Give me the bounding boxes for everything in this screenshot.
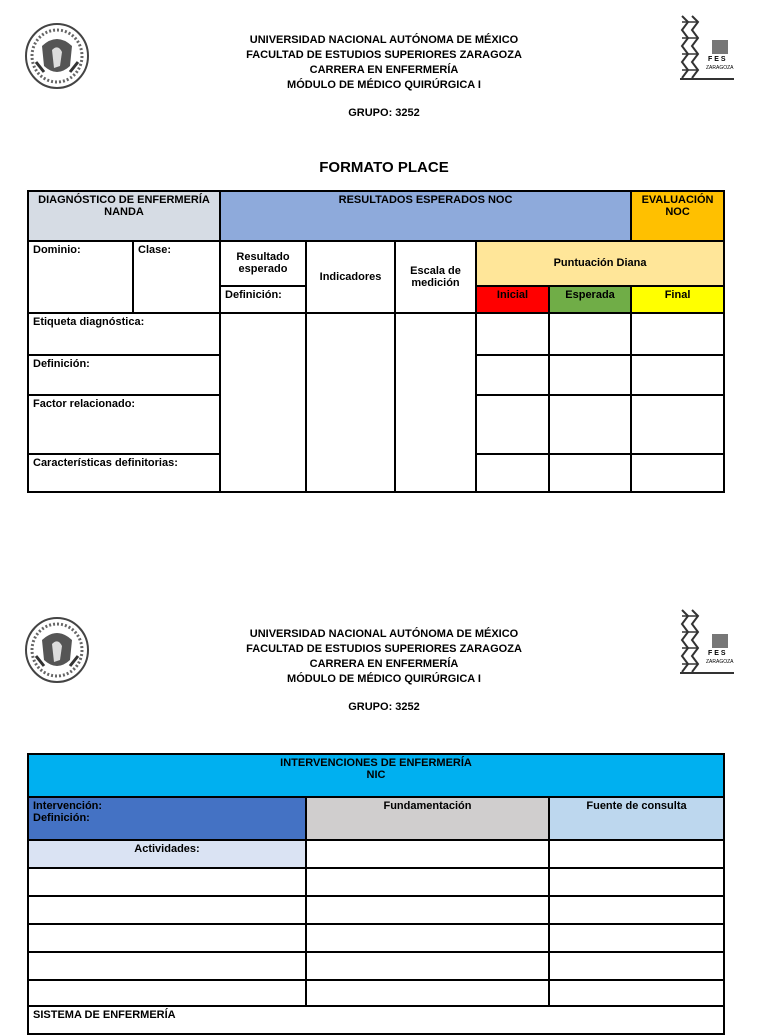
- definicion-label: Definición:: [33, 812, 90, 824]
- final-cell: Final: [631, 286, 724, 313]
- unam-logo: [24, 616, 90, 684]
- page-title: FORMATO PLACE: [319, 159, 449, 176]
- dominio-cell: Dominio:: [28, 241, 133, 312]
- fes-label: F E S: [708, 650, 726, 657]
- nic-header: [28, 754, 724, 797]
- definicion-result-cell: Definición:: [220, 286, 306, 313]
- evaluation-header: EVALUACIÓN NOC: [631, 191, 724, 241]
- heading-line-faculty: FACULTAD DE ESTUDIOS SUPERIORES ZARAGOZA: [246, 643, 522, 655]
- zaragoza-label: ZARAGOZA: [706, 659, 734, 665]
- activity-blank[interactable]: [28, 952, 306, 980]
- heading-line-career: CARRERA EN ENFERMERÍA: [309, 64, 459, 76]
- institution-heading: [180, 627, 588, 687]
- escala-cell: Escala de medición: [395, 241, 476, 312]
- intervencion-cell: [28, 797, 306, 840]
- nic-table: [27, 753, 725, 1035]
- heading-line-module: MÓDULO DE MÉDICO QUIRÚRGICA I: [287, 79, 481, 91]
- expected-results-header: [220, 191, 631, 241]
- fundamentacion-blank[interactable]: [306, 924, 549, 952]
- esperada-blank[interactable]: [549, 355, 631, 395]
- escala-blank[interactable]: [395, 313, 476, 492]
- fes-label: F E S: [708, 56, 726, 63]
- heading-line-career: CARRERA EN ENFERMERÍA: [309, 658, 459, 670]
- indicadores-blank[interactable]: [306, 313, 395, 492]
- fundamentacion-blank[interactable]: [306, 868, 549, 896]
- esperada-cell: Esperada: [549, 286, 631, 313]
- inicial-cell: Inicial: [476, 286, 549, 313]
- group-label: GRUPO: 3252: [348, 107, 420, 119]
- etiqueta-cell: Etiqueta diagnóstica:: [28, 313, 220, 355]
- final-blank[interactable]: [631, 395, 724, 453]
- inicial-blank[interactable]: [476, 313, 549, 355]
- place-format-table: [27, 190, 725, 493]
- esperada-blank[interactable]: [549, 313, 631, 355]
- caracteristicas-cell: Características definitorias:: [28, 454, 220, 492]
- sistema-enfermeria-cell: SISTEMA DE ENFERMERÍA: [28, 1006, 724, 1034]
- heading-line-university: UNIVERSIDAD NACIONAL AUTÓNOMA DE MÉXICO: [249, 34, 519, 46]
- puntuacion-diana-cell: Puntuación Diana: [476, 241, 724, 285]
- diagnosis-header: DIAGNÓSTICO DE ENFERMERÍA NANDA: [28, 191, 220, 241]
- fundamentacion-blank[interactable]: [306, 840, 549, 868]
- indicadores-cell: Indicadores: [306, 241, 395, 312]
- activity-blank[interactable]: [28, 924, 306, 952]
- clase-cell: Clase:: [133, 241, 220, 312]
- heading-line-module: MÓDULO DE MÉDICO QUIRÚRGICA I: [287, 673, 481, 685]
- definicion-cell: Definición:: [28, 355, 220, 395]
- nic-header-subtitle: NIC: [366, 769, 386, 781]
- fuente-blank[interactable]: [549, 840, 724, 868]
- actividades-cell: Actividades:: [28, 840, 306, 868]
- final-blank[interactable]: [631, 313, 724, 355]
- activity-blank[interactable]: [28, 868, 306, 896]
- fundamentacion-blank[interactable]: [306, 952, 549, 980]
- esperada-blank[interactable]: [549, 454, 631, 492]
- fes-zaragoza-logo: [678, 12, 736, 82]
- zaragoza-label: ZARAGOZA: [706, 65, 734, 71]
- inicial-blank[interactable]: [476, 454, 549, 492]
- activity-blank[interactable]: [28, 980, 306, 1006]
- institution-heading: [180, 33, 588, 93]
- activity-blank[interactable]: [28, 896, 306, 924]
- fundamentacion-blank[interactable]: [306, 896, 549, 924]
- fuente-blank[interactable]: [549, 896, 724, 924]
- heading-line-faculty: FACULTAD DE ESTUDIOS SUPERIORES ZARAGOZA: [246, 49, 522, 61]
- esperada-blank[interactable]: [549, 395, 631, 453]
- expected-results-label: RESULTADOS ESPERADOS NOC: [338, 194, 513, 206]
- fuente-blank[interactable]: [549, 980, 724, 1006]
- resultado-esperado-cell: Resultado esperado: [220, 241, 306, 285]
- fuente-cell: Fuente de consulta: [549, 797, 724, 840]
- fundamentacion-cell: Fundamentación: [306, 797, 549, 840]
- heading-line-university: UNIVERSIDAD NACIONAL AUTÓNOMA DE MÉXICO: [249, 628, 519, 640]
- fuente-blank[interactable]: [549, 868, 724, 896]
- fes-zaragoza-logo: [678, 606, 736, 676]
- group-label: GRUPO: 3252: [348, 701, 420, 713]
- intervencion-label: Intervención:: [33, 800, 103, 812]
- fuente-blank[interactable]: [549, 924, 724, 952]
- fuente-blank[interactable]: [549, 952, 724, 980]
- fundamentacion-blank[interactable]: [306, 980, 549, 1006]
- inicial-blank[interactable]: [476, 395, 549, 453]
- final-blank[interactable]: [631, 355, 724, 395]
- unam-logo: [24, 22, 90, 90]
- resultado-blank[interactable]: [220, 313, 306, 492]
- inicial-blank[interactable]: [476, 355, 549, 395]
- factor-cell: Factor relacionado:: [28, 395, 220, 453]
- final-blank[interactable]: [631, 454, 724, 492]
- nic-header-title: INTERVENCIONES DE ENFERMERÍA: [280, 757, 472, 769]
